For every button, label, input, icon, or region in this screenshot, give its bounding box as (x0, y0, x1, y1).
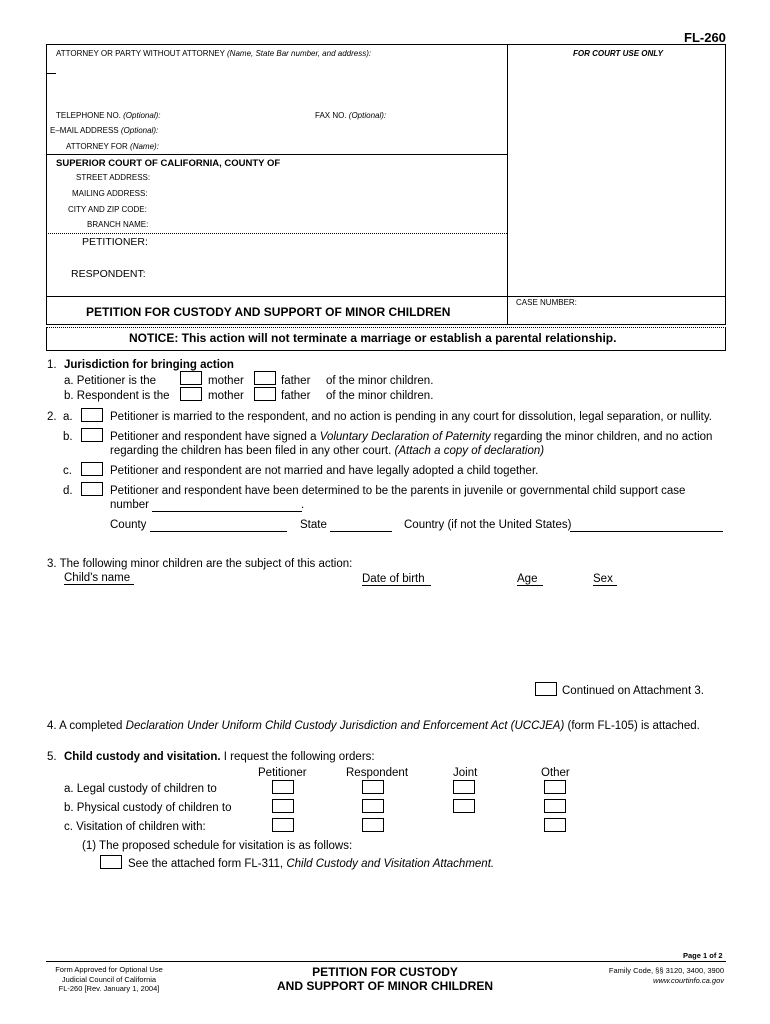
item-2b-letter: b. (63, 431, 73, 443)
item-1a-mother-label: mother (208, 375, 244, 387)
footer-left-line3: FL-260 [Rev. January 1, 2004] (58, 984, 160, 993)
attorney-mark (46, 73, 56, 74)
item-5-title: Child custody and visitation. I request the following orders: (64, 751, 375, 763)
item-1b-mother-label: mother (208, 390, 244, 402)
item-5c-respondent-checkbox[interactable] (362, 818, 384, 832)
item-5c1-fl311-text: See the attached form FL-311, Child Custody and Visitation Attachment. (128, 858, 495, 870)
item-1-title: Jurisdiction for bringing action (64, 359, 234, 371)
item-2d-checkbox[interactable] (81, 482, 103, 496)
form-number: FL-260 (684, 30, 726, 45)
item-1b-label: b. Respondent is the (64, 390, 170, 402)
county-label: County (110, 519, 147, 531)
item-2a-letter: a. (63, 411, 73, 423)
attorney-label: ATTORNEY OR PARTY WITHOUT ATTORNEY (Name, State Bar number, and address): (56, 49, 372, 58)
caption-divider (507, 44, 508, 325)
item-2a-text: Petitioner is married to the respondent, and no action is pending in any court for dissolution, legal separation, or nullity. (110, 411, 712, 423)
col-other: Other (541, 767, 570, 779)
branch-name-label: BRANCH NAME: (87, 220, 149, 229)
item-1a-father-checkbox[interactable] (254, 371, 276, 385)
item-5a-label: a. Legal custody of children to (64, 783, 217, 795)
item-2b-text-line2: regarding the children has been filed in any other court. (Attach a copy of declaration) (110, 445, 545, 457)
case-number-input[interactable] (152, 511, 302, 512)
attorney-field[interactable] (58, 60, 498, 104)
item-2d-text-line1: Petitioner and respondent have been determined to be the parents in juvenile or governmental child support case (110, 485, 686, 497)
item-1b-tail: of the minor children. (326, 390, 434, 402)
respondent-label: RESPONDENT: (71, 268, 146, 280)
item-1a-mother-checkbox[interactable] (180, 371, 202, 385)
item-4-text: 4. A completed Declaration Under Uniform Child Custody Jurisdiction and Enforcement Act (UCCJEA) (form FL-105) is attached. (47, 720, 700, 732)
case-number-period: . (301, 499, 305, 511)
telephone-label: TELEPHONE NO. (Optional): (56, 111, 161, 120)
footer-website-link[interactable]: www.courtinfo.ca.gov (653, 976, 724, 985)
item-1b-father-checkbox[interactable] (254, 387, 276, 401)
item-1a-label: a. Petitioner is the (64, 375, 157, 387)
item-5a-joint-checkbox[interactable] (453, 780, 475, 794)
item-2b-checkbox[interactable] (81, 428, 103, 442)
state-label: State (300, 519, 327, 531)
street-address-label: STREET ADDRESS: (76, 173, 151, 182)
petition-title: PETITION FOR CUSTODY AND SUPPORT OF MINOR CHILDREN (86, 305, 451, 319)
item-5c-other-checkbox[interactable] (544, 818, 566, 832)
footer-left (46, 965, 172, 994)
item-3-text: 3. The following minor children are the subject of this action: (47, 558, 353, 570)
item-5c-label: c. Visitation of children with: (64, 821, 206, 833)
item-1a-tail: of the minor children. (326, 375, 434, 387)
petitioner-label: PETITIONER: (82, 236, 148, 248)
court-section-line (46, 154, 507, 155)
col-age: Age (517, 573, 543, 586)
country-label: Country (if not the United States) (404, 519, 572, 531)
footer-left-line1: Form Approved for Optional Use (55, 965, 163, 974)
title-section-line (46, 296, 726, 297)
item-5a-petitioner-checkbox[interactable] (272, 780, 294, 794)
country-input[interactable] (570, 531, 723, 532)
item-2c-checkbox[interactable] (81, 462, 103, 476)
court-title: SUPERIOR COURT OF CALIFORNIA, COUNTY OF (56, 158, 281, 169)
item-1a-father-label: father (281, 375, 311, 387)
item-1-number: 1. (47, 359, 57, 371)
item-5b-label: b. Physical custody of children to (64, 802, 232, 814)
item-2c-text: Petitioner and respondent are not married and have legally adopted a child together. (110, 465, 539, 477)
item-2c-letter: c. (63, 465, 72, 477)
footer-title-line1: PETITION FOR CUSTODY (312, 965, 458, 979)
item-2a-checkbox[interactable] (81, 408, 103, 422)
city-zip-label: CITY AND ZIP CODE: (68, 205, 147, 214)
item-5a-other-checkbox[interactable] (544, 780, 566, 794)
col-date-of-birth: Date of birth (362, 573, 431, 586)
item-5a-respondent-checkbox[interactable] (362, 780, 384, 794)
item-5c-petitioner-checkbox[interactable] (272, 818, 294, 832)
footer-rule (46, 961, 726, 962)
item-1b-father-label: father (281, 390, 311, 402)
children-entry-area[interactable] (64, 595, 724, 673)
item-5b-petitioner-checkbox[interactable] (272, 799, 294, 813)
email-label: E–MAIL ADDRESS (Optional): (50, 126, 159, 135)
footer-title (265, 965, 505, 993)
footer-right (560, 966, 724, 986)
attachment-3-label: Continued on Attachment 3. (562, 685, 704, 697)
col-joint: Joint (453, 767, 478, 779)
county-input[interactable] (150, 531, 287, 532)
attorney-for-label: ATTORNEY FOR (Name): (66, 142, 159, 151)
item-5b-respondent-checkbox[interactable] (362, 799, 384, 813)
item-5b-other-checkbox[interactable] (544, 799, 566, 813)
item-5b-joint-checkbox[interactable] (453, 799, 475, 813)
footer-right-line1: Family Code, §§ 3120, 3400, 3900 (608, 966, 724, 975)
fax-label: FAX NO. (Optional): (315, 111, 387, 120)
item-5c1-fl311-checkbox[interactable] (100, 855, 122, 869)
state-input[interactable] (330, 531, 392, 532)
page-indicator: Page 1 of 2 (683, 951, 723, 960)
item-2d-letter: d. (63, 485, 73, 497)
item-2b-text-line1: Petitioner and respondent have signed a Voluntary Declaration of Paternity regarding the minor children, and no action (110, 431, 713, 443)
item-5c1-label: (1) The proposed schedule for visitation is as follows: (82, 840, 353, 852)
case-number-label: CASE NUMBER: (516, 298, 577, 307)
court-use-label: FOR COURT USE ONLY (573, 49, 663, 58)
col-sex: Sex (593, 573, 617, 586)
footer-title-line2: AND SUPPORT OF MINOR CHILDREN (277, 979, 493, 993)
col-respondent: Respondent (346, 767, 409, 779)
col-petitioner: Petitioner (258, 767, 307, 779)
party-section-line (46, 233, 507, 234)
attachment-3-checkbox[interactable] (535, 682, 557, 696)
mailing-address-label: MAILING ADDRESS: (72, 189, 148, 198)
footer-left-line2: Judicial Council of California (61, 974, 157, 984)
item-1b-mother-checkbox[interactable] (180, 387, 202, 401)
item-2-number: 2. (47, 411, 57, 423)
notice-text: NOTICE: This action will not terminate a marriage or establish a parental relationship. (129, 331, 617, 345)
case-number-field[interactable] (512, 308, 722, 323)
item-5-number: 5. (47, 751, 57, 763)
item-2d-text-line2: number (110, 499, 149, 511)
col-childs-name: Child's name (64, 572, 134, 585)
